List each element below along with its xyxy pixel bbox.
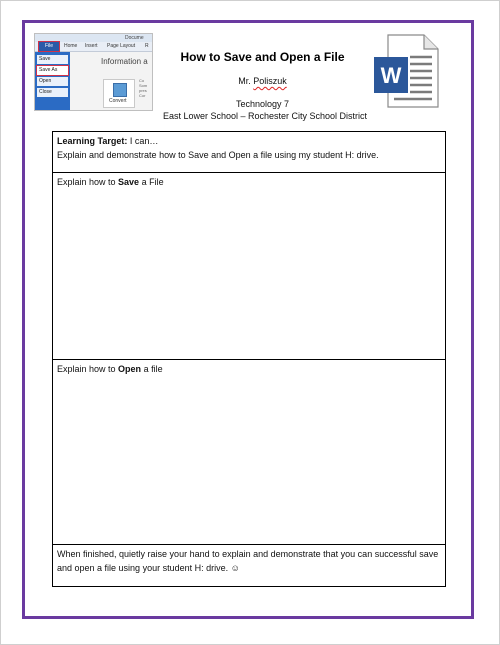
finish-row	[53, 544, 446, 586]
thumb-menu-open: Open	[37, 77, 68, 86]
finish-text: When finished, quietly raise your hand to explain and demonstrate that you can successful save and open a file using your student H: drive. ☺	[57, 548, 439, 573]
thumb-file-menu	[35, 52, 70, 124]
save-prefix: Explain how to	[57, 177, 119, 188]
thumb-doc-name: Docume	[125, 35, 144, 41]
open-word: Open	[118, 364, 142, 374]
document-header	[150, 50, 375, 110]
worksheet-table	[52, 131, 446, 587]
word-icon-letter: W	[380, 63, 402, 88]
learning-target-label: Learning Target:	[57, 136, 128, 146]
save-row	[53, 173, 446, 360]
teacher-name	[150, 75, 375, 87]
ribbon-screenshot	[34, 33, 153, 124]
open-row	[53, 360, 446, 545]
open-suffix: a file	[141, 364, 163, 374]
word-icon	[372, 33, 440, 109]
thumb-tab-r: R	[145, 43, 149, 49]
teacher-surname: Poliszuk	[253, 76, 287, 86]
thumb-tab-insert: Insert	[85, 43, 98, 49]
thumb-convert-label: Convert	[109, 98, 127, 104]
finish-cell	[53, 544, 446, 586]
learning-target-text: Explain and demonstrate how to Save and Open a file using my student H: drive.	[57, 150, 379, 160]
thumb-menu-close: Close	[37, 88, 68, 97]
learning-target-cell	[53, 132, 446, 173]
save-word: Save	[118, 177, 140, 188]
open-prefix: Explain how to	[57, 364, 119, 374]
teacher-prefix: Mr.	[238, 76, 254, 86]
save-cell[interactable]	[53, 173, 446, 360]
thumb-tab-home: Home	[64, 43, 78, 49]
thumb-menu-save: Save	[37, 55, 68, 64]
thumb-convert-button	[103, 79, 135, 108]
save-suffix: a File	[139, 177, 164, 188]
thumb-menu-save-as: Save As	[37, 66, 68, 75]
thumb-side-text: Co Som pres Cor	[139, 78, 148, 98]
learning-target-row	[53, 132, 446, 173]
course-name: Technology 7	[235, 99, 290, 109]
thumb-info-title: Information a	[101, 57, 148, 66]
school-name: East Lower School – Rochester City School District	[162, 111, 368, 121]
thumb-tab-file: File	[39, 42, 59, 51]
thumb-menu-info: Info	[38, 118, 47, 124]
document-title: How to Save and Open a File	[180, 50, 345, 64]
convert-icon	[113, 83, 127, 97]
thumb-tab-page-layout: Page Layout	[107, 43, 136, 49]
learning-target-suffix: I can…	[127, 136, 159, 146]
open-cell[interactable]	[53, 360, 446, 545]
